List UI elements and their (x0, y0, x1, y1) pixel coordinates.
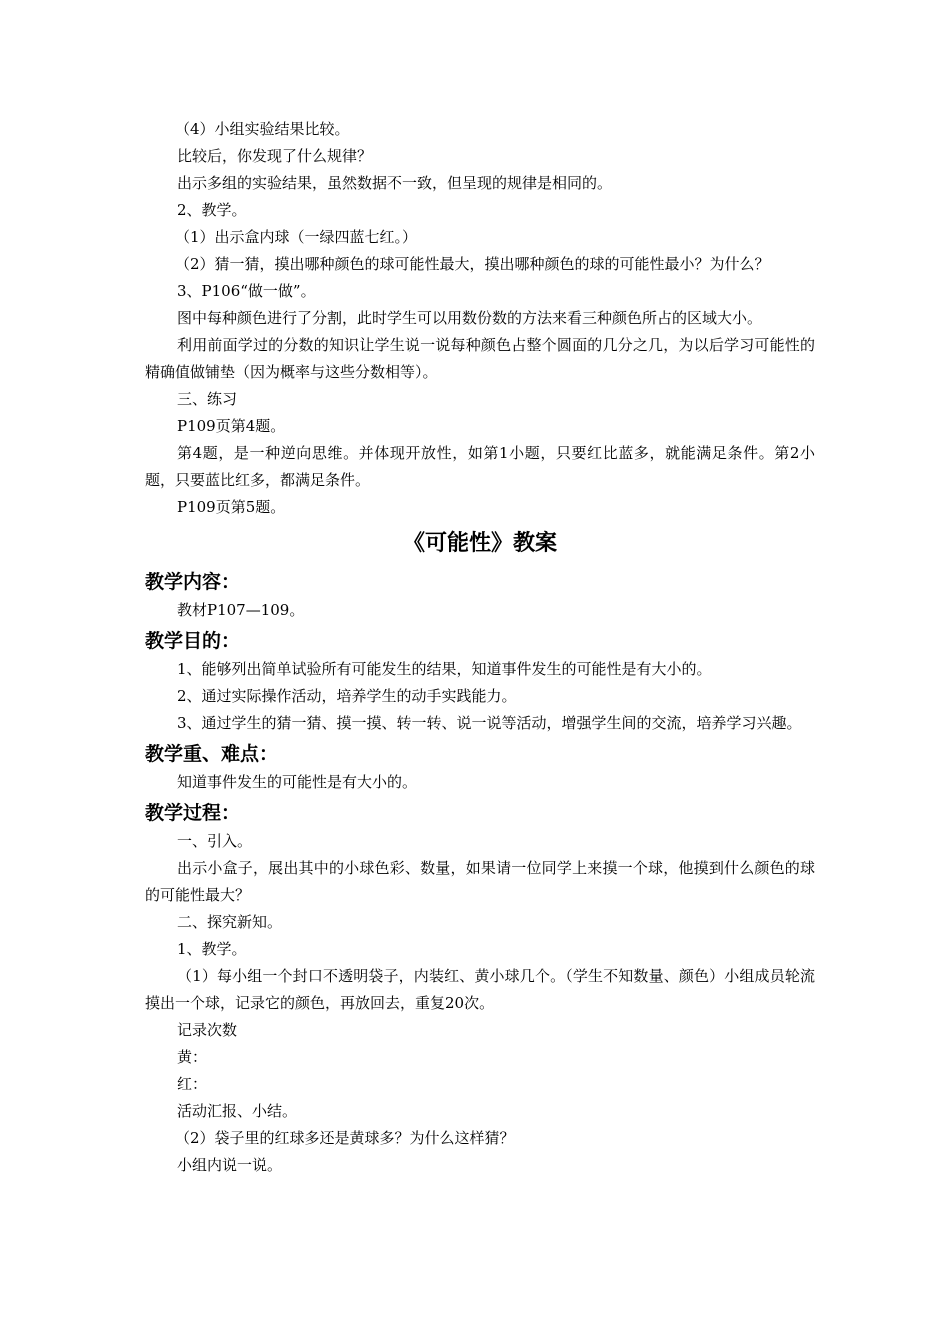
paragraph: 记录次数 (177, 1021, 238, 1039)
paragraph: 知道事件发生的可能性是有大小的。 (177, 773, 418, 791)
paragraph: 2、教学。 (177, 201, 247, 219)
paragraph: 1、能够列出简单试验所有可能发生的结果，知道事件发生的可能性是有大小的。 (177, 660, 712, 678)
paragraph: 利用前面学过的分数的知识让学生说一说每种颜色占整个圆面的几分之几，为以后学习可能性的精确值做铺垫（因为概率与这些分数相等）。 (145, 336, 815, 381)
paragraph: 红： (177, 1075, 208, 1093)
paragraph: 出示小盒子，展出其中的小球色彩、数量，如果请一位同学上来摸一个球，他摸到什么颜色的球的可能性最大？ (145, 859, 815, 904)
paragraph: 比较后，你发现了什么规律？ (177, 147, 373, 165)
paragraph: （2）袋子里的红球多还是黄球多？为什么这样猜？ (175, 1129, 515, 1147)
paragraph: 3、P106“做一做”。 (177, 282, 316, 300)
paragraph: 图中每种颜色进行了分割，此时学生可以用数份数的方法来看三种颜色所占的区域大小。 (177, 309, 763, 327)
paragraph: 一、引入。 (177, 832, 253, 850)
paragraph: 教材P107—109。 (177, 601, 305, 619)
paragraph: 第4题，是一种逆向思维。并体现开放性，如第1小题，只要红比蓝多，就能满足条件。第2小题，只要蓝比红多，都满足条件。 (145, 444, 815, 489)
paragraph: 三、练习 (177, 390, 238, 408)
paragraph: （1）每小组一个封口不透明袋子，内装红、黄小球几个。（学生不知数量、颜色）小组成员轮流摸出一个球，记录它的颜色，再放回去，重复20次。 (145, 967, 815, 1012)
paragraph: （1）出示盒内球（一绿四蓝七红。） (175, 228, 418, 246)
section-heading-key: 教学重、难点： (145, 743, 279, 765)
section-heading-content: 教学内容： (145, 571, 241, 593)
paragraph: （2）猜一猜，摸出哪种颜色的球可能性最大，摸出哪种颜色的球的可能性最小？为什么？ (175, 255, 770, 273)
document-page (145, 116, 815, 1179)
paragraph: 二、探究新知。 (177, 913, 283, 931)
paragraph: 活动汇报、小结。 (177, 1102, 298, 1120)
paragraph: 黄： (177, 1048, 208, 1066)
paragraph: P109页第4题。 (177, 417, 286, 435)
paragraph: 1、教学。 (177, 940, 247, 958)
paragraph: 2、通过实际操作活动，培养学生的动手实践能力。 (177, 687, 517, 705)
paragraph: （4）小组实验结果比较。 (175, 120, 350, 138)
section-heading-goal: 教学目的： (145, 630, 241, 652)
paragraph: 3、通过学生的猜一猜、摸一摸、转一转、说一说等活动，增强学生间的交流，培养学习兴趣。 (177, 714, 802, 732)
section-heading-process: 教学过程： (145, 802, 241, 824)
document-title: 《可能性》教案 (402, 531, 557, 556)
paragraph: P109页第5题。 (177, 498, 286, 516)
paragraph: 小组内说一说。 (177, 1156, 283, 1174)
paragraph: 出示多组的实验结果，虽然数据不一致，但呈现的规律是相同的。 (177, 174, 613, 192)
